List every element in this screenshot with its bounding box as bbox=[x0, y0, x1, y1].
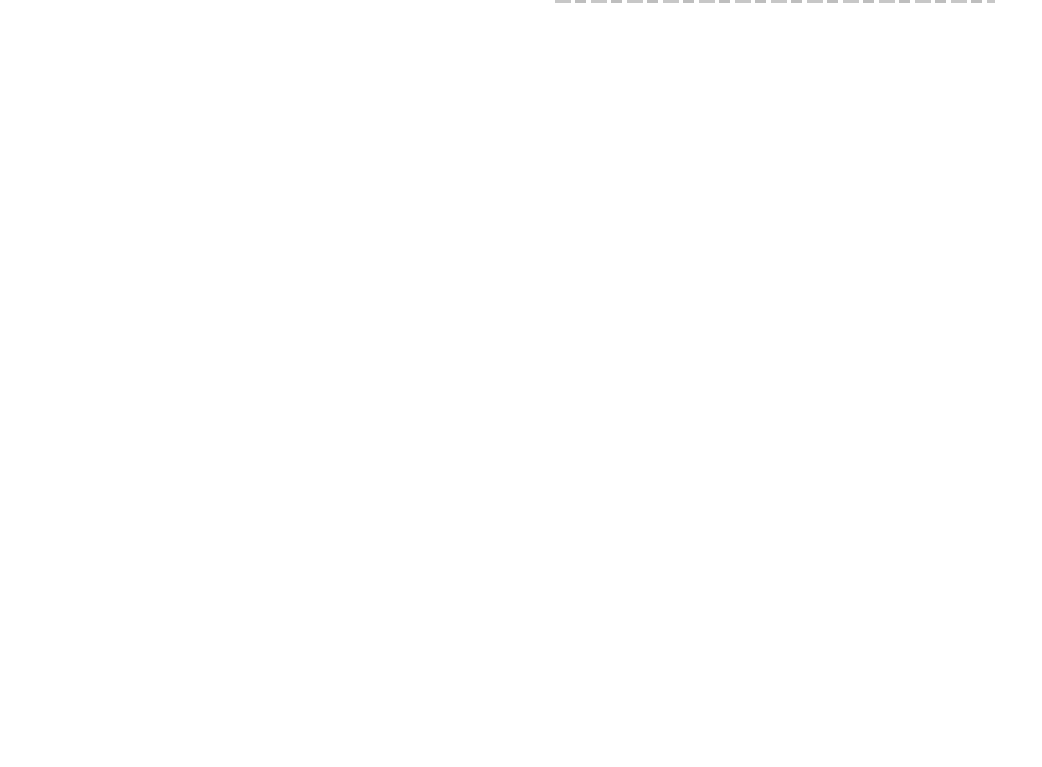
chart-svg bbox=[530, 418, 1030, 763]
figure-spatial-registers bbox=[530, 418, 1030, 763]
text-fragment bbox=[555, 0, 995, 3]
truncated-line-fragment bbox=[537, 0, 1019, 14]
